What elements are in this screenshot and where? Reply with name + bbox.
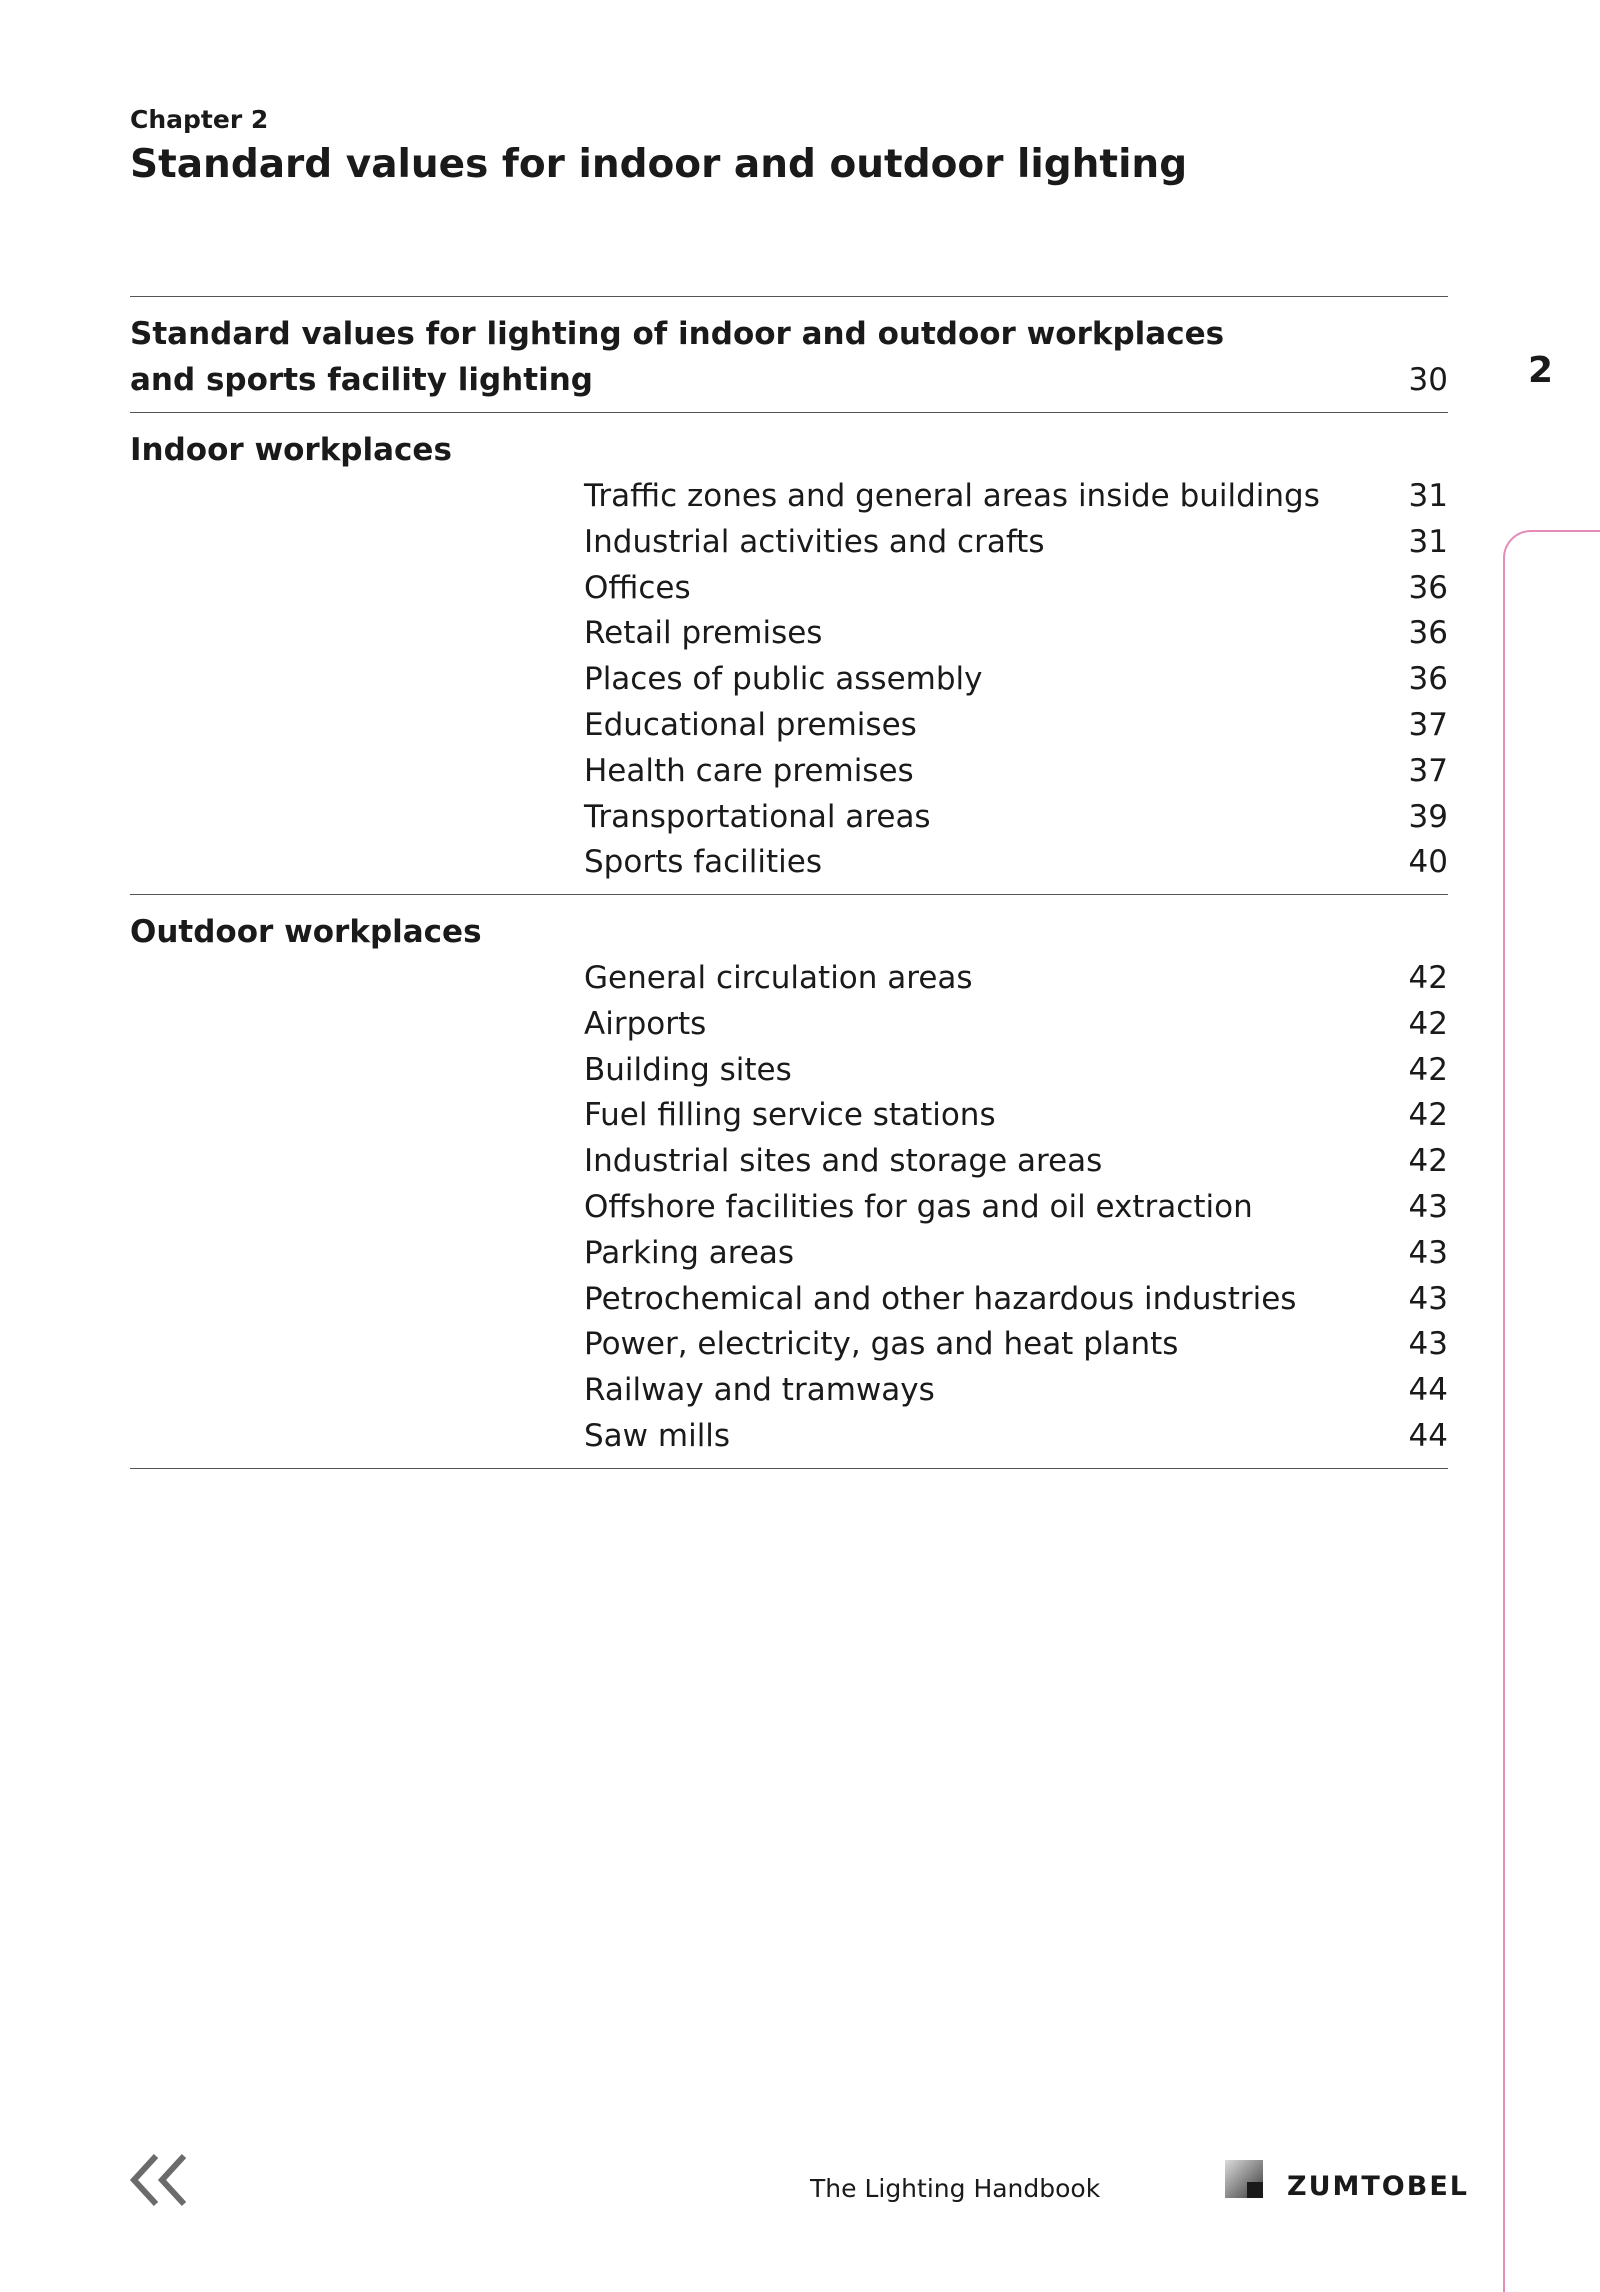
toc-entry[interactable] [584, 524, 1448, 570]
toc-entry-page: 42 [1408, 960, 1448, 996]
toc-entry-page: 36 [1408, 569, 1448, 606]
toc-entry-title: Offshore facilities for gas and oil extraction [584, 1189, 1253, 1225]
toc-intro-title-line1: Standard values for lighting of indoor and outdoor workplaces [130, 316, 1225, 352]
toc-entry-title: Fuel filling service stations [584, 1097, 996, 1134]
divider [130, 894, 1448, 895]
toc-entry[interactable] [584, 707, 1448, 753]
toc-entry-page: 42 [1408, 1097, 1448, 1134]
toc-entry-page: 42 [1408, 1143, 1448, 1180]
toc-entry-title: Industrial activities and crafts [584, 523, 1045, 560]
toc-entry-page: 43 [1408, 1326, 1448, 1363]
toc-intro-page: 30 [1408, 362, 1448, 398]
chapter-title: Standard values for indoor and outdoor lighting [130, 142, 1188, 187]
toc-entry[interactable] [584, 1143, 1448, 1189]
toc-entry-title: Building sites [584, 1051, 792, 1088]
toc-entry-page: 40 [1408, 844, 1448, 881]
toc-entry-title: Petrochemical and other hazardous industries [584, 1280, 1297, 1317]
toc-entry-page: 37 [1408, 752, 1448, 789]
toc-intro-title-line2: and sports facility lighting [130, 362, 593, 398]
toc-entry-page: 42 [1408, 1005, 1448, 1042]
toc-entry-title: Health care premises [584, 752, 914, 789]
chapter-tab-border [1503, 530, 1600, 2292]
toc-entry[interactable] [584, 661, 1448, 707]
toc-entry-page: 44 [1408, 1372, 1448, 1409]
toc-entry-title: Transportational areas [584, 798, 931, 835]
toc-entry-title: Sports facilities [584, 844, 823, 881]
toc-entry-page: 39 [1408, 798, 1448, 835]
toc-entry-title: Power, electricity, gas and heat plants [584, 1326, 1179, 1363]
toc-entry[interactable] [584, 753, 1448, 799]
toc-entry-page: 31 [1408, 523, 1448, 560]
toc-entry[interactable] [584, 1097, 1448, 1143]
toc-entry[interactable] [584, 615, 1448, 661]
toc-entry[interactable] [584, 1052, 1448, 1098]
toc-entry-page: 44 [1408, 1418, 1448, 1454]
toc-entry[interactable] [584, 1281, 1448, 1327]
toc-entry[interactable] [584, 1189, 1448, 1235]
toc-entry-page: 36 [1408, 661, 1448, 698]
toc-entry-page: 42 [1408, 1051, 1448, 1088]
section-heading-outdoor: Outdoor workplaces [130, 914, 482, 950]
toc-entry-page: 37 [1408, 707, 1448, 743]
divider [130, 1468, 1448, 1469]
toc-entry[interactable] [584, 1006, 1448, 1052]
toc-entry-page: 43 [1408, 1189, 1448, 1225]
footer-handbook-title: The Lighting Handbook [810, 2174, 1101, 2203]
double-chevron-left-icon [126, 2150, 192, 2210]
toc-entry[interactable] [584, 1235, 1448, 1281]
toc-entry-title: General circulation areas [584, 960, 973, 996]
toc-entry-title: Parking areas [584, 1234, 795, 1271]
divider [130, 412, 1448, 413]
toc-entry[interactable] [584, 1326, 1448, 1372]
chapter-tab-number[interactable]: 2 [1528, 350, 1554, 391]
toc-entry[interactable] [584, 1372, 1448, 1418]
toc-entry-title: Airports [584, 1005, 707, 1042]
divider [130, 296, 1448, 297]
toc-entry[interactable] [584, 570, 1448, 616]
back-button[interactable] [126, 2150, 192, 2210]
toc-entry-title: Railway and tramways [584, 1372, 935, 1409]
toc-entry[interactable] [584, 478, 1448, 524]
zumtobel-logo-mark [1225, 2160, 1263, 2198]
toc-entry-title: Industrial sites and storage areas [584, 1143, 1103, 1180]
toc-entry-title: Saw mills [584, 1418, 731, 1454]
toc-entry-page: 43 [1408, 1280, 1448, 1317]
section-heading-indoor: Indoor workplaces [130, 432, 452, 468]
toc-entry-page: 36 [1408, 615, 1448, 652]
toc-entry-title: Offices [584, 569, 691, 606]
toc-entry-page: 43 [1408, 1234, 1448, 1271]
toc-entry[interactable] [584, 844, 1448, 890]
toc-entry[interactable] [584, 960, 1448, 1006]
brand-name: ZUMTOBEL [1287, 2171, 1469, 2202]
toc-entry-title: Places of public assembly [584, 661, 983, 698]
toc-entry-page: 31 [1408, 478, 1448, 514]
toc-entry-title: Traffic zones and general areas inside buildings [584, 478, 1320, 514]
chapter-label: Chapter 2 [130, 105, 269, 134]
toc-entry[interactable] [584, 1418, 1448, 1464]
toc-entry-title: Educational premises [584, 707, 917, 743]
toc-entry-title: Retail premises [584, 615, 823, 652]
toc-entry[interactable] [584, 799, 1448, 845]
